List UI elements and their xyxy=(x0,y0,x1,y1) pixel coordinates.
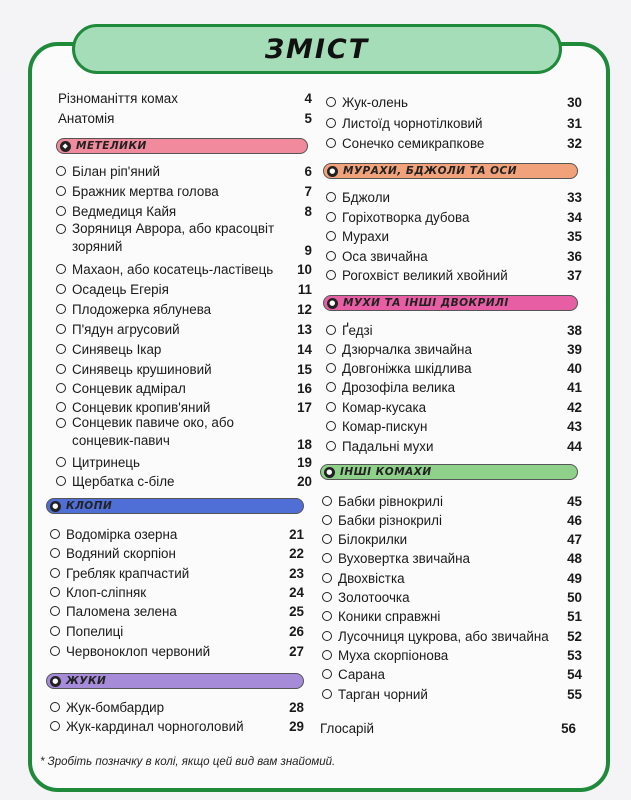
section-title: МУРАХИ, БДЖОЛИ ТА ОСИ xyxy=(343,165,518,177)
checkbox-circle[interactable] xyxy=(322,553,332,563)
toc-label: Осадець Егерія xyxy=(72,281,169,297)
toc-label: Сонечко семикрапкове xyxy=(342,135,485,151)
checkbox-circle[interactable] xyxy=(326,382,336,392)
fly-icon: ● xyxy=(327,298,338,309)
toc-label: Клоп-сліпняк xyxy=(66,584,147,600)
toc-label: Ведмедиця Кайя xyxy=(72,203,177,219)
toc-page: 11 xyxy=(297,281,312,297)
toc-page: 31 xyxy=(567,115,582,131)
toc-label: Ґедзі xyxy=(342,322,373,338)
toc-label: Гребляк крапчастий xyxy=(66,565,190,581)
toc-row[interactable] xyxy=(50,563,304,583)
toc-row[interactable] xyxy=(56,452,312,472)
toc-page: 39 xyxy=(567,341,582,357)
toc-row[interactable] xyxy=(50,601,304,621)
toc-page: 19 xyxy=(297,454,312,470)
toc-label: Попелиці xyxy=(66,623,124,639)
toc-page: 22 xyxy=(289,545,304,561)
checkbox-circle[interactable] xyxy=(326,192,336,202)
toc-label: Сонцевик павиче око, або сонцевик-павич xyxy=(72,415,234,448)
toc-page: 8 xyxy=(304,203,312,219)
checkbox-circle[interactable] xyxy=(326,270,336,280)
toc-row[interactable] xyxy=(322,491,582,511)
toc-label: Плодожерка яблунева xyxy=(72,301,212,317)
toc-label: Золотоочка xyxy=(338,589,410,605)
toc-page: 7 xyxy=(304,183,312,199)
toc-label: Бабки рівнокрилі xyxy=(338,493,443,509)
toc-label: Вуховертка звичайна xyxy=(338,550,470,566)
toc-row[interactable] xyxy=(50,716,304,736)
toc-row[interactable] xyxy=(56,161,312,181)
toc-label: Комар-пискун xyxy=(342,418,428,434)
toc-label: Дрозофіла велика xyxy=(342,379,456,395)
toc-page: 24 xyxy=(289,584,304,600)
checkbox-circle[interactable] xyxy=(56,304,66,314)
toc-row[interactable] xyxy=(50,543,304,563)
toc-label: Махаон, або косатець-ластівець xyxy=(72,261,274,277)
toc-row[interactable] xyxy=(56,181,312,201)
toc-row[interactable] xyxy=(56,319,312,339)
checkbox-circle[interactable] xyxy=(322,573,332,583)
toc-label: Білокрилки xyxy=(338,531,408,547)
toc-page: 42 xyxy=(567,399,582,415)
toc-page: 18 xyxy=(297,437,312,452)
toc-page: 25 xyxy=(289,603,304,619)
toc-page: 55 xyxy=(567,686,582,702)
checkbox-circle[interactable] xyxy=(50,587,60,597)
toc-row[interactable] xyxy=(50,697,304,717)
toc-page: 36 xyxy=(567,248,582,264)
toc-label: Довгоніжка шкідлива xyxy=(342,360,472,376)
toc-page: 54 xyxy=(567,666,582,682)
toc-page: 6 xyxy=(304,163,312,179)
section-title: ІНШІ КОМАХИ xyxy=(340,466,432,478)
toc-row[interactable] xyxy=(322,626,582,646)
checkbox-circle[interactable] xyxy=(326,97,336,107)
checkbox-circle[interactable] xyxy=(326,441,336,451)
checkbox-circle[interactable] xyxy=(56,206,66,216)
toc-row[interactable] xyxy=(322,645,582,665)
toc-row[interactable] xyxy=(326,397,582,417)
toc-row[interactable] xyxy=(326,320,582,340)
section-title: ЖУКИ xyxy=(66,675,107,687)
toc-label: Водомірка озерна xyxy=(66,526,178,542)
toc-row[interactable] xyxy=(326,113,582,133)
checkbox-circle[interactable] xyxy=(50,529,60,539)
toc-label: Жук-бомбардир xyxy=(66,699,165,715)
toc-page: 17 xyxy=(297,399,312,415)
checkbox-circle[interactable] xyxy=(56,324,66,334)
toc-label: Тарган чорний xyxy=(338,686,428,702)
toc-label: Зоряниця Аврора, або красоцвіт зоряний xyxy=(72,221,275,254)
checkbox-circle[interactable] xyxy=(50,626,60,636)
toc-page: 15 xyxy=(297,361,312,377)
toc-row[interactable] xyxy=(326,226,582,246)
toc-row[interactable] xyxy=(50,582,304,602)
toc-label: Комар-кусака xyxy=(342,399,427,415)
insect-icon: ● xyxy=(324,467,335,478)
checkbox-circle[interactable] xyxy=(56,186,66,196)
checkbox-circle[interactable] xyxy=(326,344,336,354)
checkbox-circle[interactable] xyxy=(56,402,66,412)
toc-row[interactable] xyxy=(322,606,582,626)
checkbox-circle[interactable] xyxy=(50,646,60,656)
checkbox-circle[interactable] xyxy=(56,224,66,234)
toc-label: Бражник мертва голова xyxy=(72,183,219,199)
checkbox-circle[interactable] xyxy=(322,496,332,506)
toc-label: П'ядун агрусовий xyxy=(72,321,180,337)
toc-row[interactable] xyxy=(326,339,582,359)
toc-row[interactable] xyxy=(326,436,582,456)
toc-row[interactable] xyxy=(50,621,304,641)
toc-page: 26 xyxy=(289,623,304,639)
checkbox-circle[interactable] xyxy=(56,284,66,294)
checkbox-circle[interactable] xyxy=(50,548,60,558)
toc-row[interactable] xyxy=(50,641,304,661)
toc-row[interactable] xyxy=(58,108,312,128)
checkbox-circle[interactable] xyxy=(322,592,332,602)
footnote: * Зробіть позначку в колі, якщо цей вид вам знайомий. xyxy=(40,756,336,768)
toc-row[interactable] xyxy=(56,471,312,491)
toc-row[interactable] xyxy=(56,279,312,299)
toc-page: 9 xyxy=(304,243,312,258)
toc-page: 29 xyxy=(289,718,304,734)
toc-page: 52 xyxy=(567,628,582,644)
toc-label: Сонцевик кропив'яний xyxy=(72,399,211,415)
toc-row[interactable] xyxy=(56,259,312,279)
section-header-bugs xyxy=(46,498,304,514)
toc-page: 46 xyxy=(567,512,582,528)
checkbox-circle[interactable] xyxy=(326,138,336,148)
checkbox-circle[interactable] xyxy=(326,325,336,335)
toc-label: Бабки різнокрилі xyxy=(338,512,442,528)
toc-page: 13 xyxy=(297,321,312,337)
checkbox-circle[interactable] xyxy=(322,650,332,660)
toc-page: 16 xyxy=(297,380,312,396)
toc-label: Лусочниця цукрова, або звичайна xyxy=(338,628,549,644)
toc-label: Червоноклоп червоний xyxy=(66,643,211,659)
toc-label: Двохвістка xyxy=(338,570,405,586)
toc-page: 45 xyxy=(567,493,582,509)
toc-row[interactable] xyxy=(56,359,312,379)
checkbox-circle[interactable] xyxy=(326,212,336,222)
checkbox-circle[interactable] xyxy=(50,702,60,712)
toc-row[interactable] xyxy=(322,510,582,530)
toc-row[interactable] xyxy=(326,265,582,285)
toc-label: Щербатка с-біле xyxy=(72,473,175,489)
section-title: МЕТЕЛИКИ xyxy=(76,140,147,152)
toc-row[interactable] xyxy=(322,548,582,568)
section-header-flies xyxy=(323,295,578,311)
toc-label: Падальні мухи xyxy=(342,438,434,454)
toc-row[interactable] xyxy=(56,299,312,319)
toc-page: 35 xyxy=(567,228,582,244)
toc-label: Листоїд чорнотілковий xyxy=(342,115,483,131)
toc-label: Анатомія xyxy=(58,110,115,126)
checkbox-circle[interactable] xyxy=(326,421,336,431)
toc-row[interactable] xyxy=(56,201,312,221)
section-title: КЛОПИ xyxy=(66,500,113,512)
toc-label: Паломена зелена xyxy=(66,603,177,619)
checkbox-circle[interactable] xyxy=(56,344,66,354)
toc-label: Синявець Ікар xyxy=(72,341,162,357)
toc-row[interactable] xyxy=(326,377,582,397)
toc-page: 4 xyxy=(304,90,312,106)
toc-row[interactable] xyxy=(56,414,312,452)
toc-page: 27 xyxy=(289,643,304,659)
toc-label: Глосарій xyxy=(320,720,374,736)
toc-label: Сарана xyxy=(338,666,386,682)
toc-row[interactable] xyxy=(326,358,582,378)
toc-row[interactable] xyxy=(322,664,582,684)
checkbox-circle[interactable] xyxy=(326,118,336,128)
toc-row-glossary[interactable] xyxy=(320,718,576,738)
toc-row[interactable] xyxy=(322,684,582,704)
toc-page: 33 xyxy=(567,189,582,205)
toc-page: 21 xyxy=(289,526,304,542)
toc-row[interactable] xyxy=(326,92,582,112)
butterfly-icon: ◆ xyxy=(60,141,71,152)
toc-page: 50 xyxy=(567,589,582,605)
toc-page: 34 xyxy=(567,209,582,225)
section-header-ants xyxy=(323,163,578,179)
toc-row[interactable] xyxy=(322,587,582,607)
toc-page: 53 xyxy=(567,647,582,663)
toc-row[interactable] xyxy=(56,220,312,258)
ant-icon: ● xyxy=(327,166,338,177)
beetle-icon: ● xyxy=(50,676,61,687)
checkbox-circle[interactable] xyxy=(56,364,66,374)
toc-page: 38 xyxy=(567,322,582,338)
toc-label: Оса звичайна xyxy=(342,248,428,264)
toc-label: Жук-кардинал чорноголовий xyxy=(66,718,244,734)
toc-row[interactable] xyxy=(326,133,582,153)
checkbox-circle[interactable] xyxy=(322,669,332,679)
toc-label: Білан ріп'яний xyxy=(72,163,160,179)
checkbox-circle[interactable] xyxy=(56,418,66,428)
checkbox-circle[interactable] xyxy=(50,721,60,731)
toc-page: 51 xyxy=(567,608,582,624)
toc-label: Дзюрчалка звичайна xyxy=(342,341,472,357)
checkbox-circle[interactable] xyxy=(322,515,332,525)
toc-label: Бджоли xyxy=(342,189,391,205)
toc-page: 28 xyxy=(289,699,304,715)
toc-row[interactable] xyxy=(56,378,312,398)
toc-page: 47 xyxy=(567,531,582,547)
toc-page: 40 xyxy=(567,360,582,376)
toc-page: 49 xyxy=(567,570,582,586)
toc-label: Муха скорпіонова xyxy=(338,647,449,663)
toc-row[interactable] xyxy=(322,568,582,588)
toc-label: Водяний скорпіон xyxy=(66,545,176,561)
toc-page: 32 xyxy=(567,135,582,151)
toc-label: Синявець крушиновий xyxy=(72,361,212,377)
toc-label: Коники справжні xyxy=(338,608,441,624)
section-header-others xyxy=(320,464,578,480)
toc-page: 5 xyxy=(304,110,312,126)
checkbox-circle[interactable] xyxy=(326,402,336,412)
toc-row[interactable] xyxy=(326,416,582,436)
checkbox-circle[interactable] xyxy=(322,689,332,699)
checkbox-circle[interactable] xyxy=(50,606,60,616)
bug-icon: ● xyxy=(50,501,61,512)
toc-page: 10 xyxy=(297,261,312,277)
checkbox-circle[interactable] xyxy=(326,363,336,373)
toc-page: 48 xyxy=(567,550,582,566)
toc-row[interactable] xyxy=(326,246,582,266)
toc-label: Жук-олень xyxy=(342,94,409,110)
toc-page: 37 xyxy=(567,267,582,283)
toc-label: Рогохвіст великий хвойний xyxy=(342,267,508,283)
toc-page: 56 xyxy=(561,720,576,736)
checkbox-circle[interactable] xyxy=(56,264,66,274)
toc-page: 44 xyxy=(567,438,582,454)
checkbox-circle[interactable] xyxy=(322,631,332,641)
toc-page: 30 xyxy=(567,94,582,110)
checkbox-circle[interactable] xyxy=(56,476,66,486)
checkbox-circle[interactable] xyxy=(56,166,66,176)
toc-label: Сонцевик адмірал xyxy=(72,380,186,396)
toc-row[interactable] xyxy=(326,207,582,227)
toc-label: Цитринець xyxy=(72,454,140,470)
title-banner xyxy=(72,24,562,74)
section-header-beetles xyxy=(46,673,304,689)
toc-page: 12 xyxy=(297,301,312,317)
toc-row[interactable] xyxy=(58,88,312,108)
toc-row[interactable] xyxy=(56,339,312,359)
toc-page: 23 xyxy=(289,565,304,581)
toc-page: 20 xyxy=(297,473,312,489)
toc-page: 43 xyxy=(567,418,582,434)
toc-page: 41 xyxy=(567,379,582,395)
toc-label: Різноманіття комах xyxy=(58,90,178,106)
toc-label: Горіхотворка дубова xyxy=(342,209,470,225)
checkbox-circle[interactable] xyxy=(322,611,332,621)
section-title: МУХИ ТА ІНШІ ДВОКРИЛІ xyxy=(343,297,509,309)
section-header-butterflies xyxy=(56,138,308,154)
toc-label: Мурахи xyxy=(342,228,389,244)
checkbox-circle[interactable] xyxy=(326,251,336,261)
checkbox-circle[interactable] xyxy=(56,457,66,467)
toc-row[interactable] xyxy=(50,524,304,544)
checkbox-circle[interactable] xyxy=(56,383,66,393)
page-title: ЗМІСТ xyxy=(264,33,370,65)
checkbox-circle[interactable] xyxy=(50,568,60,578)
toc-row[interactable] xyxy=(322,529,582,549)
checkbox-circle[interactable] xyxy=(326,231,336,241)
toc-page: 14 xyxy=(297,341,312,357)
toc-row[interactable] xyxy=(326,187,582,207)
checkbox-circle[interactable] xyxy=(322,534,332,544)
